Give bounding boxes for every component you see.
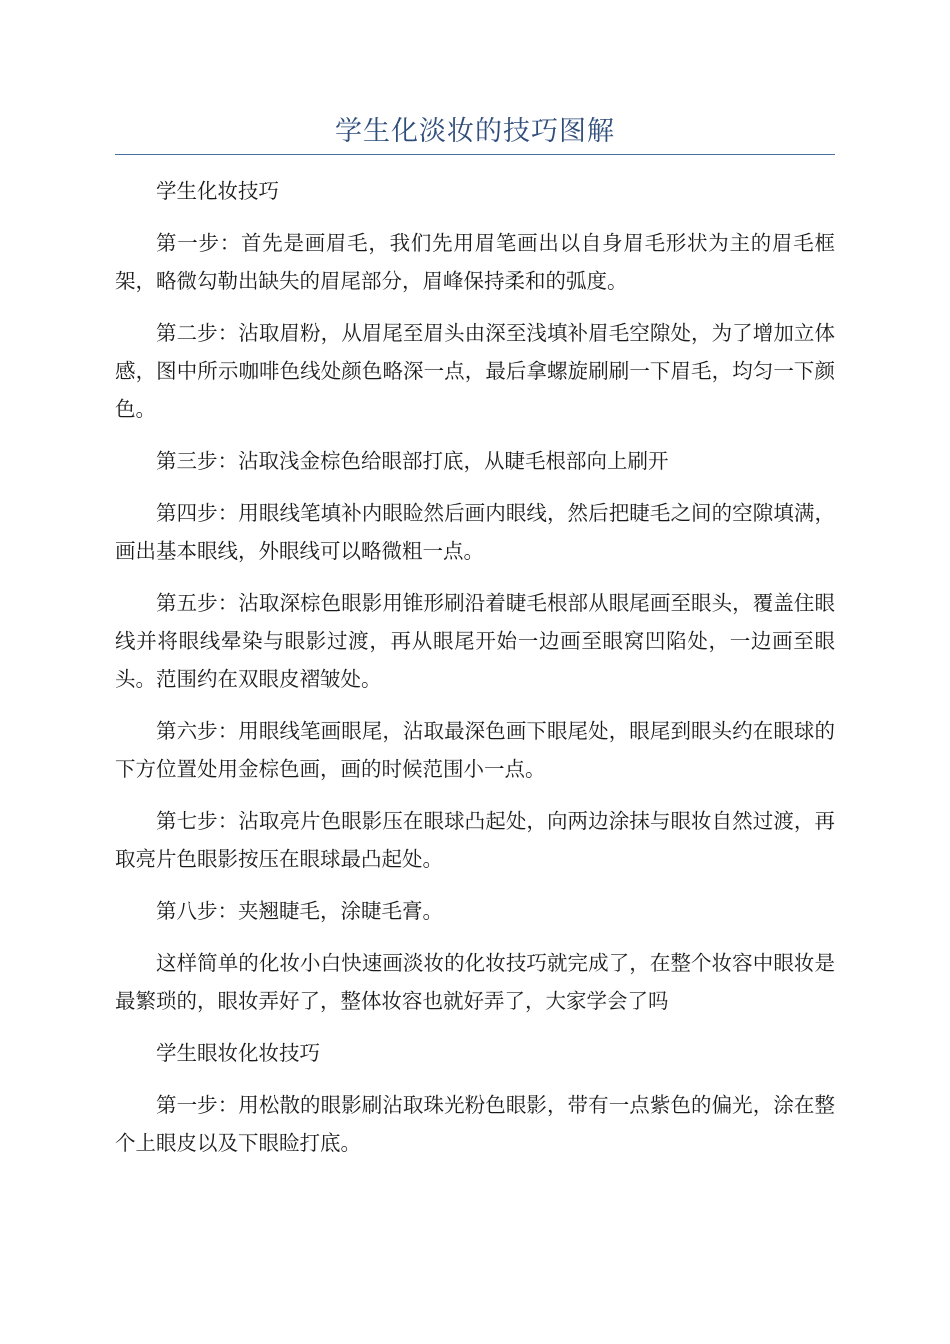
paragraph-step-2: 第二步：沾取眉粉，从眉尾至眉头由深至浅填补眉毛空隙处，为了增加立体感，图中所示咖啡色线处颜色略深一点，最后拿螺旋刷刷一下眉毛，均匀一下颜色。: [115, 321, 835, 421]
paragraph-summary: 这样简单的化妆小白快速画淡妆的化妆技巧就完成了，在整个妆容中眼妆是最繁琐的，眼妆弄好了，整体妆容也就好弄了，大家学会了吗: [115, 951, 835, 1013]
paragraph-step-5: 第五步：沾取深棕色眼影用锥形刷沿着睫毛根部从眼尾画至眼头，覆盖住眼线并将眼线晕染与眼影过渡，再从眼尾开始一边画至眼窝凹陷处，一边画至眼头。范围约在双眼皮褶皱处。: [115, 591, 835, 691]
paragraph-step-3: 第三步：沾取浅金棕色给眼部打底，从睫毛根部向上刷开: [156, 449, 669, 473]
document-title: 学生化淡妆的技巧图解: [335, 116, 615, 147]
paragraph-step-8: 第八步：夹翘睫毛，涂睫毛膏。: [156, 899, 443, 923]
paragraph-step-4: 第四步：用眼线笔填补内眼睑然后画内眼线，然后把睫毛之间的空隙填满，画出基本眼线，外眼线可以略微粗一点。: [115, 501, 835, 563]
title-underline: [115, 154, 835, 155]
paragraph-step-1: 第一步：首先是画眉毛，我们先用眉笔画出以自身眉毛形状为主的眉毛框架，略微勾勒出缺失的眉尾部分，眉峰保持柔和的弧度。: [115, 231, 835, 293]
paragraph-eye-step-1: 第一步：用松散的眼影刷沾取珠光粉色眼影，带有一点紫色的偏光，涂在整个上眼皮以及下眼睑打底。: [115, 1093, 835, 1155]
paragraph-step-7: 第七步：沾取亮片色眼影压在眼球凸起处，向两边涂抹与眼妆自然过渡，再取亮片色眼影按压在眼球最凸起处。: [115, 809, 835, 871]
paragraph-step-6: 第六步：用眼线笔画眼尾，沾取最深色画下眼尾处，眼尾到眼头约在眼球的下方位置处用金棕色画，画的时候范围小一点。: [115, 719, 835, 781]
document-body: [115, 172, 835, 1176]
section-heading-eye-makeup: 学生眼妆化妆技巧: [156, 1041, 320, 1065]
section-heading-student-makeup: 学生化妆技巧: [156, 179, 279, 203]
